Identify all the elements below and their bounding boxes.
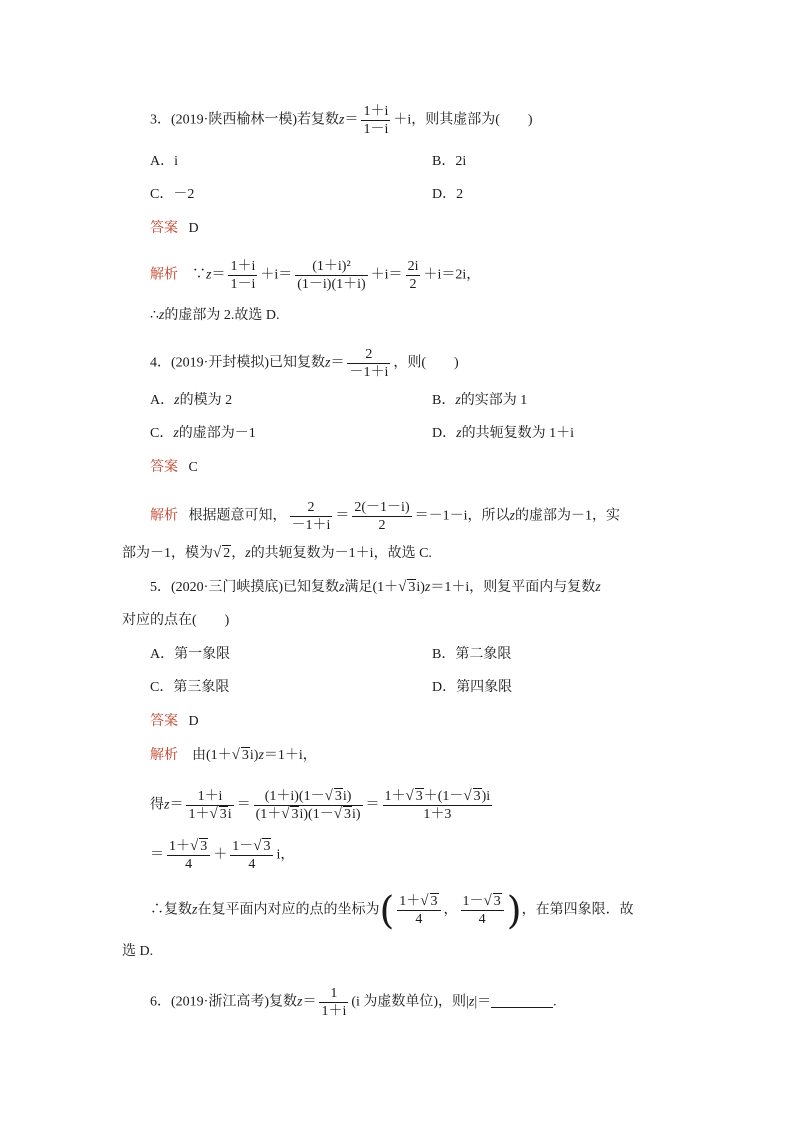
fraction: $\frac{2}{-1+i}$ bbox=[291, 500, 331, 533]
q5-solution: 解析 由(1＋√ 3i)z＝1＋i， bbox=[150, 747, 317, 763]
sqrt-sign-icon: √ bbox=[231, 747, 240, 763]
q5-result: ＝ $\frac{1+√ 3}{4}$ ＋ $\frac{1-√ 3}{4}$ i， bbox=[150, 838, 295, 872]
q3-option-b: B．2i bbox=[432, 154, 467, 169]
q4-stem: 4．(2019·开封模拟)已知复数z＝ $\frac{2}{-1+i}$ ，则( ) bbox=[150, 347, 459, 380]
q6-stem: 6．(2019·浙江高考)复数z＝ $\frac{1}{1+i}$ (i 为虚数单位)，则|z|＝ . bbox=[150, 986, 557, 1019]
q4-option-a: A．z的模为 2 bbox=[150, 393, 233, 408]
fraction: $\frac{1-√ 3}{4}$ bbox=[230, 838, 273, 873]
q4-option-c: C．z的虚部为－1 bbox=[150, 426, 256, 441]
q5-conclusion-line2: 选 D. bbox=[122, 944, 154, 959]
fraction: $\frac{1+i}{1+√ 3i}$ bbox=[188, 789, 232, 822]
fraction: $\frac{1+i}{1-i}$ bbox=[230, 259, 256, 292]
q5-stem: 5．(2020·三门峡摸底)已知复数z满足(1＋√ 3i)z＝1＋i，则复平面内与复数z bbox=[150, 579, 601, 595]
q5-derivation: 得z＝ $\frac{1+i}{1+√ 3i}$ ＝ $\frac{(1+i)(1-√ 3i)}{(1+√ 3i)(1-√ 3i)}$ ＝ $\frac{1+√ 3+(1-√ 3)i}{1+3}$ bbox=[150, 788, 491, 822]
q5-stem-line2: 对应的点在( ) bbox=[122, 613, 230, 628]
q3-option-c: C．－2 bbox=[150, 187, 195, 202]
q5-option-d: D．第四象限 bbox=[432, 680, 513, 695]
q4-answer: 答案 C bbox=[150, 460, 198, 475]
fraction: $\frac{1-√ 3}{4}$ bbox=[461, 893, 504, 928]
q5-conclusion: ∴复数z在复平面内对应的点的坐标为( $\frac{1+√ 3}{4}$ ， $\frac{1-√ 3}{4}$ )，在第四象限．故 bbox=[150, 888, 634, 933]
sqrt-sign-icon: √ bbox=[281, 806, 290, 822]
sqrt-sign-icon: √ bbox=[463, 788, 472, 804]
fraction: $\frac{2i}{2}$ bbox=[407, 259, 419, 292]
sqrt-sign-icon: √ bbox=[209, 806, 218, 822]
fraction: $\frac{1}{1+i}$ bbox=[321, 986, 347, 1019]
q3-option-a: A．i bbox=[150, 154, 178, 169]
fraction: $\frac{1+i}{1-i}$ bbox=[363, 104, 389, 137]
sqrt-sign-icon: √ bbox=[213, 545, 222, 561]
right-paren-icon: ) bbox=[506, 888, 522, 933]
q3-solution: 解析 ∵z＝ $\frac{1+i}{1-i}$ ＋i＝ $\frac{\text{(1＋i)²}}{(1-i)(1+i)}$ ＋i＝ $\frac{2i}{2}$ ＋i＝2i， bbox=[150, 259, 481, 292]
sqrt-sign-icon: √ bbox=[405, 788, 414, 804]
fraction: $\frac{\text{(1＋i)²}}{(1-i)(1+i)}$ bbox=[297, 259, 366, 292]
sqrt-sign-icon: √ bbox=[333, 806, 342, 822]
q5-option-c: C．第三象限 bbox=[150, 680, 230, 695]
fraction: $\frac{1+√ 3}{4}$ bbox=[397, 893, 440, 928]
answer-blank[interactable] bbox=[491, 993, 553, 1008]
sqrt-sign-icon: √ bbox=[483, 893, 492, 909]
sqrt-sign-icon: √ bbox=[190, 838, 199, 854]
q4-solution: 解析 根据题意可知， $\frac{2}{-1+i}$ ＝ $\frac{2(-1-i)}{2}$ ＝－1－i，所以z的虚部为－1，实 bbox=[150, 500, 620, 533]
fraction: $\frac{2}{-1+i}$ bbox=[349, 347, 389, 380]
q3-option-d: D．2 bbox=[432, 187, 464, 202]
q3-conclusion: ∴z的虚部为 2.故选 D. bbox=[150, 308, 280, 323]
left-paren-icon: ( bbox=[379, 888, 395, 933]
sqrt-sign-icon: √ bbox=[420, 893, 429, 909]
q5-option-b: B．第二象限 bbox=[432, 647, 512, 662]
q4-solution-line2: 部为－1，模为√ 2，z的共轭复数为－1＋i，故选 C. bbox=[122, 545, 432, 561]
sqrt-sign-icon: √ bbox=[398, 579, 407, 595]
fraction: $\frac{2(-1-i)}{2}$ bbox=[354, 500, 410, 533]
fraction: $\frac{1+√ 3+(1-√ 3)i}{1+3}$ bbox=[384, 788, 491, 822]
q4-option-d: D．z的共轭复数为 1＋i bbox=[432, 426, 574, 441]
q3-answer: 答案 D bbox=[150, 221, 199, 236]
q5-answer: 答案 D bbox=[150, 714, 199, 729]
q3-stem: 3．(2019·陕西榆林一模)若复数z＝ $\frac{1+i}{1-i}$ ＋i，则其虚部为( ) bbox=[150, 104, 533, 137]
sqrt-sign-icon: √ bbox=[324, 788, 333, 804]
sqrt-sign-icon: √ bbox=[253, 838, 262, 854]
q4-option-b: B．z的实部为 1 bbox=[432, 393, 528, 408]
fraction: $\frac{(1+i)(1-√ 3i)}{(1+√ 3i)(1-√ 3i)}$ bbox=[255, 788, 361, 822]
q5-option-a: A．第一象限 bbox=[150, 647, 231, 662]
fraction: $\frac{1+√ 3}{4}$ bbox=[167, 838, 210, 873]
